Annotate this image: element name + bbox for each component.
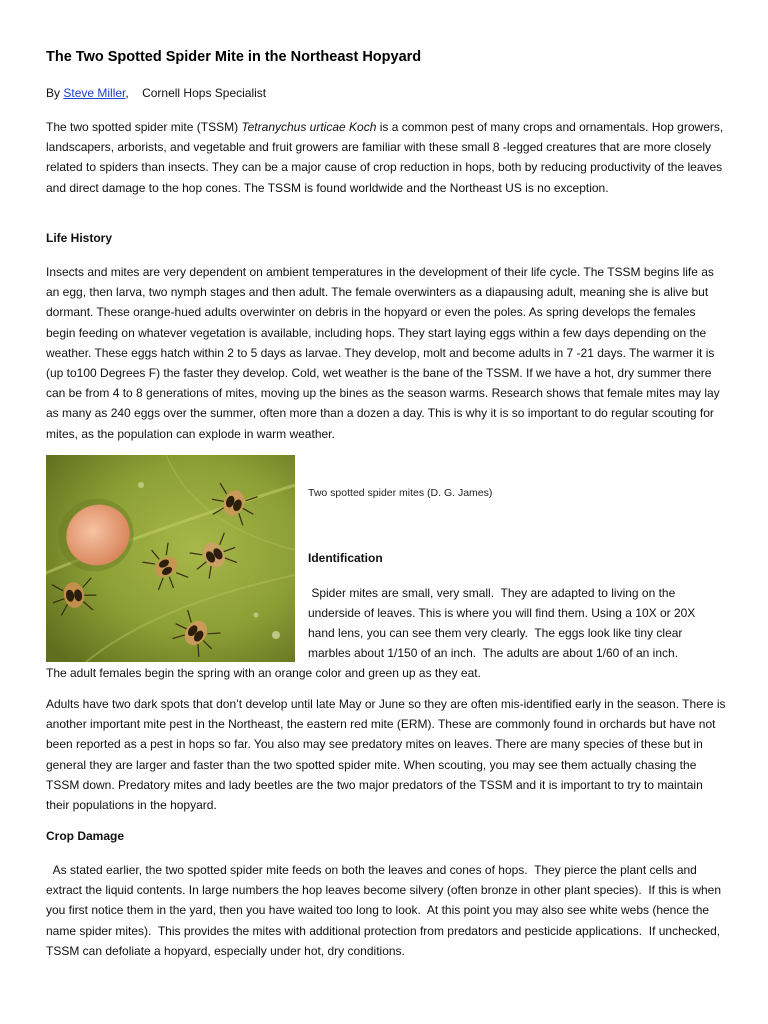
byline-comma: , xyxy=(125,86,129,100)
species-name: Tetranychus urticae Koch xyxy=(241,120,377,134)
section-heading-identification: Identification xyxy=(308,551,383,565)
figure-caption: Two spotted spider mites (D. G. James) xyxy=(308,487,493,499)
intro-text-a: The two spotted spider mite (TSSM) xyxy=(46,120,242,134)
intro-paragraph xyxy=(46,117,726,198)
identification-line-3: hand lens, you can see them very clearly. The eggs look like tiny clear xyxy=(308,626,683,640)
identification-continuation: The adult females begin the spring with an orange color and green up as they eat. xyxy=(46,666,481,680)
identification-line-2: underside of leaves. This is where you will find them. Using a 10X or 20X xyxy=(308,606,696,620)
section-heading-crop-damage: Crop Damage xyxy=(46,829,125,843)
author-role: Cornell Hops Specialist xyxy=(142,86,267,100)
intro-text-b: is a common pest of many crops and ornamentals. Hop growers, landscapers, arborists, and vegetable and fruit growers are familiar with these small 8 -legged creatures that are more closely related to spiders than insects. They can be a major cause of crop reduction in hops, both by reducing productivity of the leaves and direct damage to the hop cones. The TSSM is found worldwide and the Northeast US is no exception. xyxy=(46,120,724,195)
identification-line-4: marbles about 1/150 of an inch. The adults are about 1/60 of an inch. xyxy=(308,646,679,660)
byline-prefix: By xyxy=(46,86,61,100)
author-link[interactable]: Steve Miller xyxy=(63,86,126,100)
byline xyxy=(46,86,266,100)
crop-damage-paragraph: As stated earlier, the two spotted spider mite feeds on both the leaves and cones of hops. They pierce the plant cells and extract the liquid contents. In large numbers the hop leaves become silvery (often bronze in other plant species). If this is when you first notice them in the yard, then you have waited too long to look. At this point you may also see white webs (hence the name spider mites). This provides the mites with additional protection from predators and pesticide applications. If unchecked, TSSM can defoliate a hopyard, especially under hot, dry conditions. xyxy=(46,863,725,958)
spider-mite-photo xyxy=(46,455,295,662)
section-heading-life-history: Life History xyxy=(46,231,113,245)
article-title: The Two Spotted Spider Mite in the Northeast Hopyard xyxy=(46,49,422,65)
spider-mite-illustration xyxy=(46,455,295,662)
life-history-paragraph: Insects and mites are very dependent on ambient temperatures in the development of their life cycle. The TSSM begins life as an egg, then larva, two nymph stages and then adult. The female overwinters as a diapausing adult, meaning she is alive but dormant. These orange-hued adults overwinter on debris in the hopyard or even the poles. As spring develops the females begin feeding on whatever vegetation is available, including hops. They start laying eggs within a few days depending on the weather. These eggs hatch within 2 to 5 days as larvae. They develop, molt and become adults in 7 -21 days. The warmer it is (up to100 Degrees F) the faster they develop. Cold, wet weather is the bane of the TSSM. If we have a hot, dry summer there can be from 4 to 8 generations of mites, moving up the bines as the season warms. Research shows that female mites may lay as many as 240 eggs over the summer, often more than a dozen a day. This is why it is so important to do regular scouting for mites, as the population can explode in warm weather. xyxy=(46,265,720,441)
identification-paragraph-2: Adults have two dark spots that don’t develop until late May or June so they are often mis-identified early in the season. There is another important mite pest in the Northeast, the eastern red mite (ERM). These are commonly found in orchards but have not been reported as a pest in hops so far. You also may see predatory mites on leaves. There are many species of these but in general they are larger and faster than the two spotted spider mite. When scouting, you may see them actually chasing the TSSM down. Predatory mites and lady beetles are the two major predators of the TSSM and it is important to try to maintain their populations in the hopyard. xyxy=(46,697,726,813)
identification-line-1: Spider mites are small, very small. They are adapted to living on the xyxy=(308,586,676,600)
